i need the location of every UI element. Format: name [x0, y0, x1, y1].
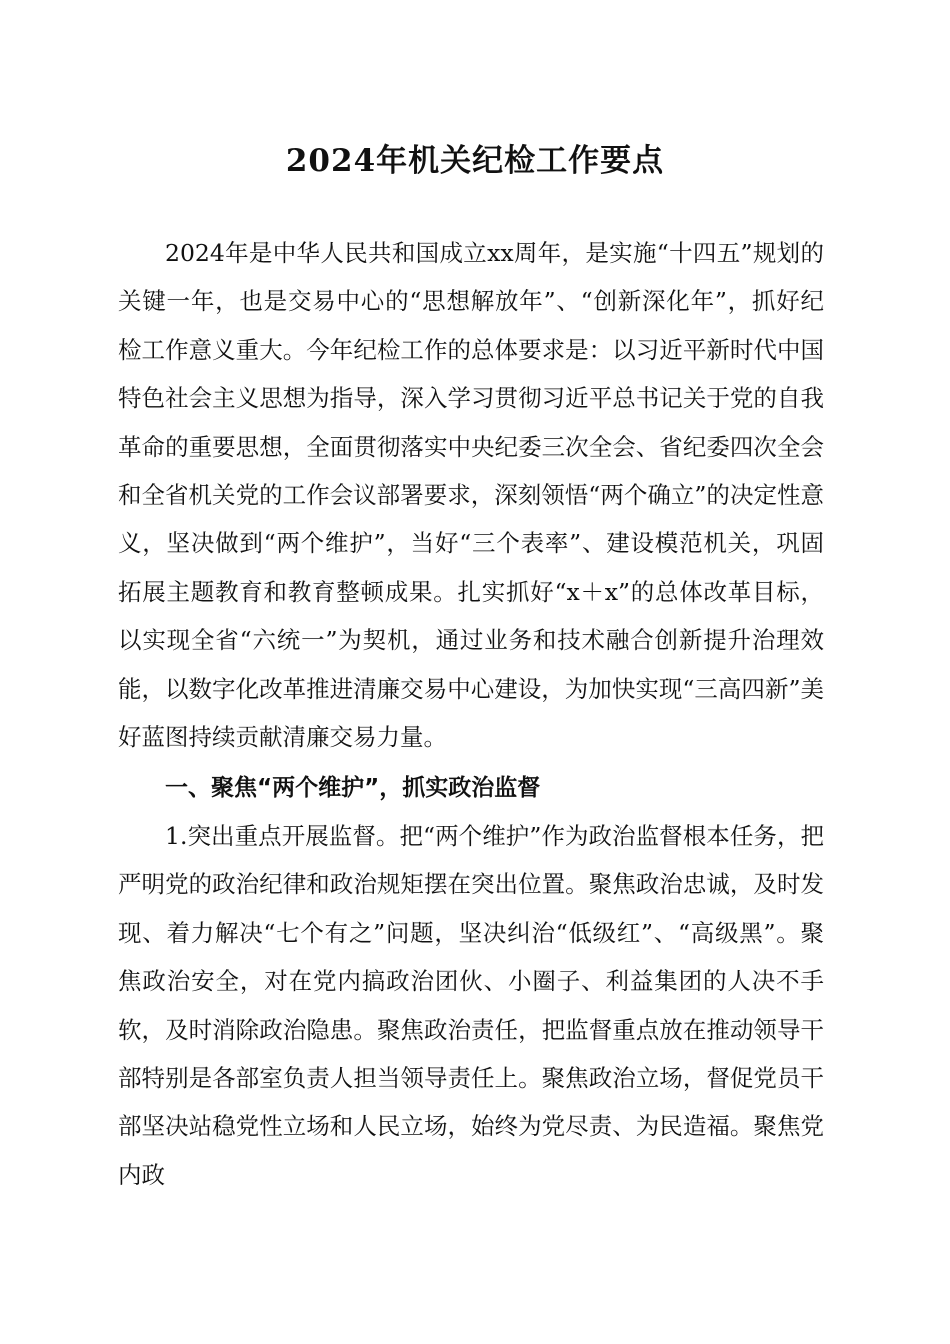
- intro-paragraph: 2024年是中华人民共和国成立xx周年，是实施“十四五”规划的关键一年，也是交易中心的“思想解放年”、“创新深化年”，抓好纪检工作意义重大。今年纪检工作的总体要求是：以习近平新时代中国特色社会主义思想为指导，深入学习贯彻习近平总书记关于党的自我革命的重要思想，全面贯彻落实中央纪委三次全会、省纪委四次全会和全省机关党的工作会议部署要求，深刻领悟“两个确立”的决定性意义，坚决做到“两个维护”，当好“三个表率”、建设模范机关，巩固拓展主题教育和教育整顿成果。扎实抓好“x＋x”的总体改革目标，以实现全省“六统一”为契机，通过业务和技术融合创新提升治理效能，以数字化改革推进清廉交易中心建设，为加快实现“三高四新”美好蓝图持续贡献清廉交易力量。: [118, 239, 824, 752]
- document-title: 2024年机关纪检工作要点: [285, 143, 665, 179]
- section-1-heading: 一、聚焦“两个维护”，抓实政治监督: [165, 775, 541, 801]
- section-1-item-1-paragraph: 1.突出重点开展监督。把“两个维护”作为政治监督根本任务，把严明党的政治纪律和政治规矩摆在突出位置。聚焦政治忠诚，及时发现、着力解决“七个有之”问题，坚决纠治“低级红”、“高级黑”。聚焦政治安全，对在党内搞政治团伙、小圈子、利益集团的人决不手软，及时消除政治隐患。聚焦政治责任，把监督重点放在推动领导干部特别是各部室负责人担当领导责任上。聚焦政治立场，督促党员干部坚决站稳党性立场和人民立场，始终为党尽责、为民造福。聚焦党内政: [118, 822, 824, 1189]
